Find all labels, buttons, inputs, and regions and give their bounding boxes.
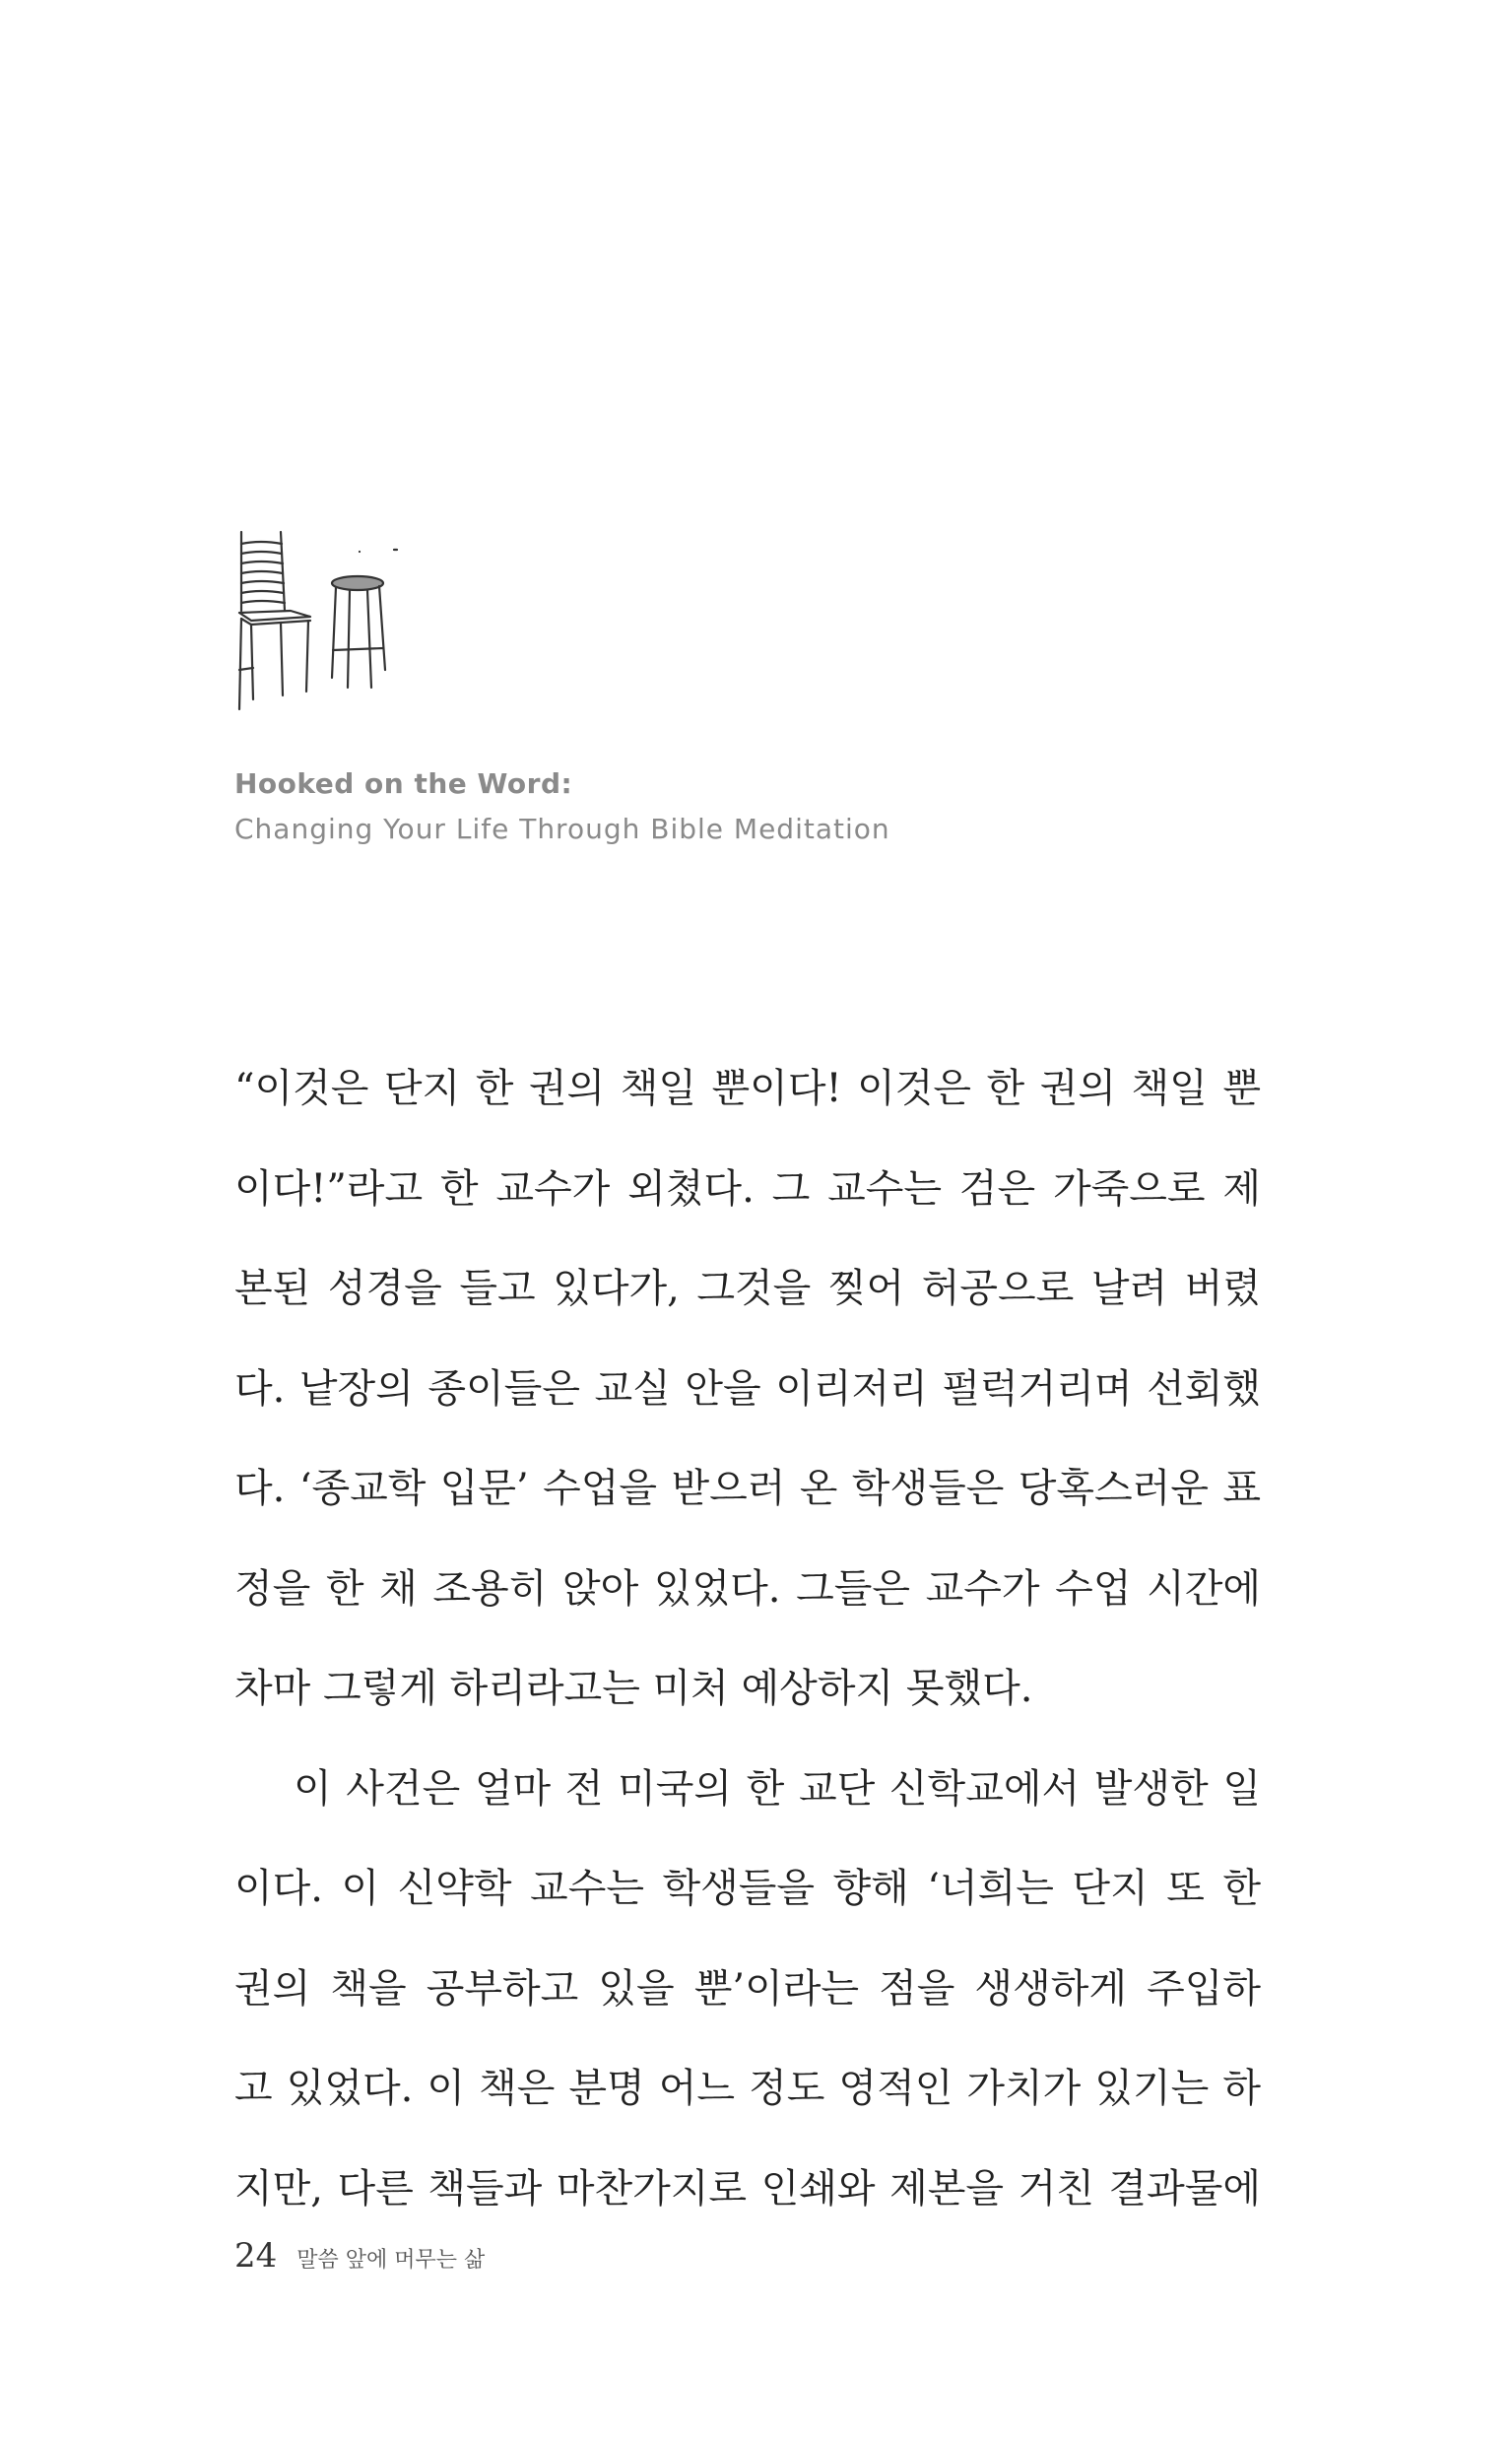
page-footer	[234, 2236, 485, 2276]
text-line: “이것은 단지 한 권의 책일 뿐이다! 이것은 한 권의 책일 뿐	[234, 1066, 1261, 1111]
page-number: 24	[234, 2236, 278, 2276]
book-title-main: Hooked on the Word:	[234, 767, 573, 800]
book-title	[234, 760, 1318, 851]
text-line: 본된 성경을 들고 있다가, 그것을 찢어 허공으로 날려 버렸	[234, 1266, 1261, 1311]
text-line: 이다!”라고 한 교수가 외쳤다. 그 교수는 검은 가죽으로 제	[234, 1165, 1261, 1212]
text-line: 권의 책을 공부하고 있을 뿐’이라는 점을 생생하게 주입하	[234, 1965, 1261, 2012]
text-line: 지만, 다른 책들과 마찬가지로 인쇄와 제본을 거친 결과물에	[234, 2165, 1261, 2212]
running-book-title: 말씀 앞에 머무는 삶	[296, 2248, 486, 2273]
book-title-subtitle: Changing Your Life Through Bible Meditation	[234, 813, 890, 845]
chairs-illustration-icon	[212, 522, 409, 719]
text-line: 다. 낱장의 종이들은 교실 안을 이리저리 펄럭거리며 선회했	[234, 1365, 1261, 1412]
body-text	[234, 1044, 1261, 2244]
text-line: 고 있었다. 이 책은 분명 어느 정도 영적인 가치가 있기는 하	[234, 2066, 1261, 2111]
text-line: 이 사건은 얼마 전 미국의 한 교단 신학교에서 발생한 일	[294, 1765, 1261, 1812]
text-line: 다. ‘종교학 입문’ 수업을 받으러 온 학생들은 당혹스러운 표	[234, 1466, 1261, 1511]
text-line: 이다. 이 신약학 교수는 학생들을 향해 ‘너희는 단지 또 한	[234, 1866, 1261, 1911]
text-line: 정을 한 채 조용히 앉아 있었다. 그들은 교수가 수업 시간에	[234, 1565, 1261, 1612]
text-line: 차마 그렇게 하리라고는 미처 예상하지 못했다.	[234, 1666, 1033, 1711]
